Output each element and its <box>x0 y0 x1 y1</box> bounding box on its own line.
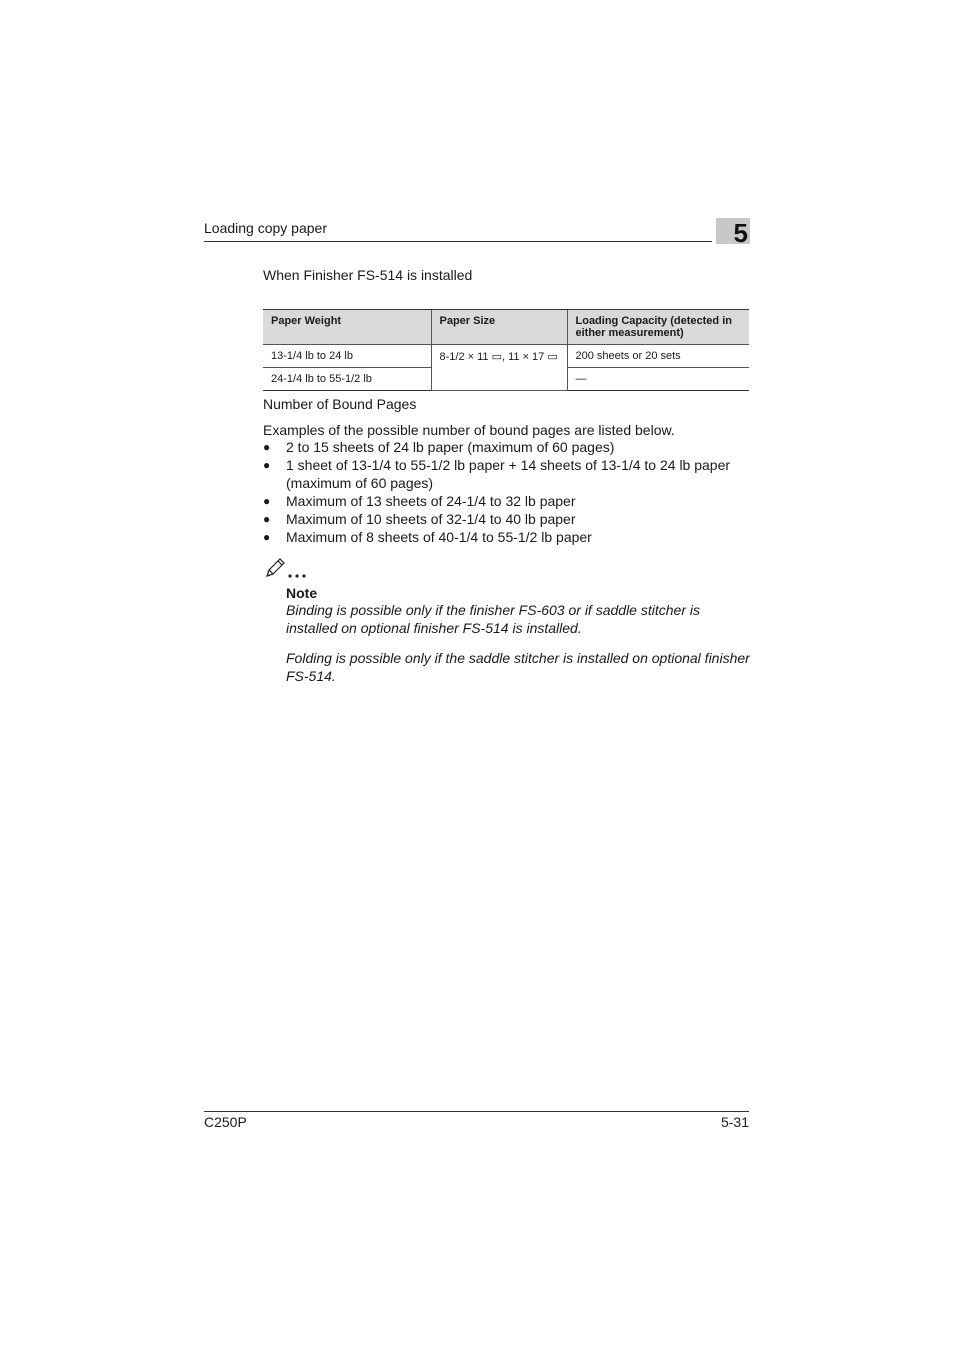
footer-model: C250P <box>204 1114 247 1130</box>
table-row <box>263 345 749 368</box>
header-rule <box>204 241 712 242</box>
list-item: ● Maximum of 8 sheets of 40-1/4 to 55-1/2 lb paper <box>263 528 592 545</box>
running-header-title: Loading copy paper <box>204 220 327 236</box>
bullet-icon: ● <box>263 458 271 472</box>
bound-pages-heading: Number of Bound Pages <box>263 396 417 412</box>
table-header-row <box>263 310 749 345</box>
cell-paper-size: 8-1/2 × 11 ▭, 11 × 17 ▭ <box>431 345 567 391</box>
list-item: ● 2 to 15 sheets of 24 lb paper (maximum of 60 pages) <box>263 439 615 455</box>
footer-rule <box>204 1111 749 1112</box>
chapter-tab <box>716 218 750 248</box>
pencil-note-icon <box>263 556 313 580</box>
list-item: ● 1 sheet of 13-1/4 to 55-1/2 lb paper + 14 sheets of 13-1/4 to 24 lb paper (maximum of 60 pages) <box>263 457 731 491</box>
bullet-icon: ● <box>263 493 271 508</box>
paper-capacity-table <box>263 309 749 391</box>
note-title: Note <box>286 585 318 601</box>
cell-paper-weight: 13-1/4 lb to 24 lb <box>263 345 431 368</box>
bullet-icon: ● <box>263 529 271 544</box>
bound-pages-intro: Examples of the possible number of bound pages are listed below. <box>263 422 675 438</box>
column-header-loading-capacity: Loading Capacity (detected in either measurement) <box>567 310 749 345</box>
cell-loading-capacity: 200 sheets or 20 sets <box>567 345 749 368</box>
cell-paper-weight: 24-1/4 lb to 55-1/2 lb <box>263 368 431 391</box>
note-paragraph: Folding is possible only if the saddle stitcher is installed on optional finisher FS-514. <box>286 650 750 684</box>
bound-pages-list <box>263 439 753 547</box>
cell-loading-capacity: — <box>567 368 749 391</box>
note-paragraph: Binding is possible only if the finisher FS-603 or if saddle stitcher is installed on optional finisher FS-514 is installed. <box>286 602 700 636</box>
list-item: ● Maximum of 10 sheets of 32-1/4 to 40 lb paper <box>263 510 576 527</box>
bullet-icon: ● <box>263 440 271 454</box>
chapter-number: 5 <box>733 218 748 248</box>
section-label: When Finisher FS-514 is installed <box>263 267 473 283</box>
column-header-paper-size: Paper Size <box>431 310 567 345</box>
footer-page-number: 5-31 <box>720 1114 749 1130</box>
bullet-icon: ● <box>263 511 271 526</box>
column-header-paper-weight: Paper Weight <box>263 310 431 345</box>
list-item: ● Maximum of 13 sheets of 24-1/4 to 32 lb paper <box>263 492 576 509</box>
